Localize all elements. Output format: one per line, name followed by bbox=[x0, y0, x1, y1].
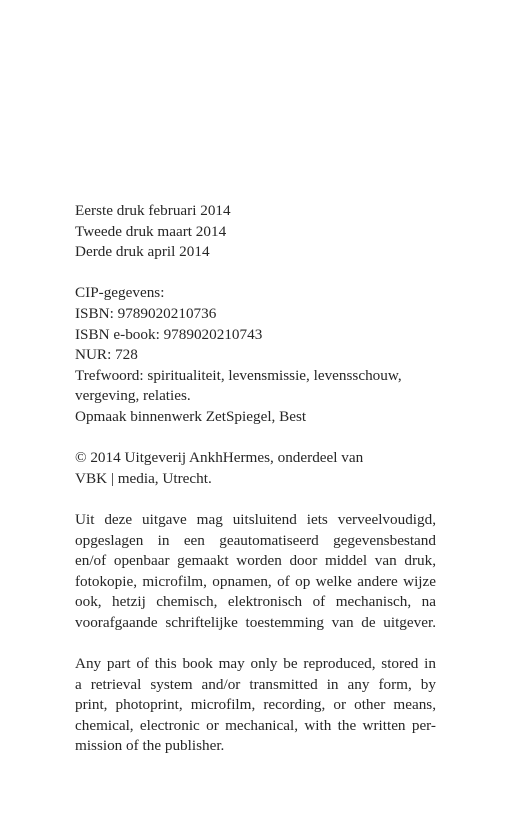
second-printing: Tweede druk maart 2014 bbox=[75, 222, 227, 240]
notice-en-line-1: Any part of this book may only be reproduced, stored in bbox=[75, 655, 436, 673]
rights-notice-dutch bbox=[75, 510, 436, 634]
keywords-line-1: Trefwoord: spiritualiteit, levensmissie, levensschouw, bbox=[75, 366, 402, 384]
cip-heading: CIP-gegevens: bbox=[75, 284, 165, 302]
printing-history bbox=[75, 201, 436, 263]
copyright-line-2: VBK | media, Utrecht. bbox=[75, 469, 212, 487]
first-printing: Eerste druk februari 2014 bbox=[75, 202, 231, 219]
notice-nl-line-4: fotokopie, microfilm, opnamen, of op welke andere wijze bbox=[75, 572, 436, 590]
notice-nl-line-3: en/of openbaar gemaakt worden door middel van druk, bbox=[75, 552, 436, 570]
copyright-notice bbox=[75, 448, 436, 489]
notice-en-line-3: print, photoprint, microfilm, recording, or other means, bbox=[75, 696, 436, 714]
colophon-text bbox=[75, 201, 436, 778]
notice-en-line-4: chemical, electronic or mechanical, with the written per- bbox=[75, 716, 436, 734]
rights-notice-english bbox=[75, 654, 436, 757]
notice-nl-line-5: ook, hetzij chemisch, elektronisch of mechanisch, na bbox=[75, 593, 436, 611]
nur-code: NUR: 728 bbox=[75, 346, 138, 364]
notice-en-line-2: a retrieval system and/or transmitted in any form, by bbox=[75, 675, 436, 693]
notice-nl-line-2: opgeslagen in een geautomatiseerd gegevensbestand bbox=[75, 531, 436, 549]
notice-en-line-5: mission of the publisher. bbox=[75, 737, 225, 755]
isbn-ebook: ISBN e-book: 9789020210743 bbox=[75, 325, 263, 343]
copyright-line-1: © 2014 Uitgeverij AnkhHermes, onderdeel van bbox=[75, 449, 364, 467]
third-printing: Derde druk april 2014 bbox=[75, 243, 210, 261]
layout-credit: Opmaak binnenwerk ZetSpiegel, Best bbox=[75, 407, 307, 425]
notice-nl-line-6: voorafgaande schriftelijke toestemming van de uitgever. bbox=[75, 613, 436, 631]
notice-nl-line-1: Uit deze uitgave mag uitsluitend iets verveelvoudigd, bbox=[75, 510, 436, 528]
isbn: ISBN: 9789020210736 bbox=[75, 304, 217, 322]
cip-data bbox=[75, 283, 436, 427]
keywords-line-2: vergeving, relaties. bbox=[75, 387, 191, 405]
